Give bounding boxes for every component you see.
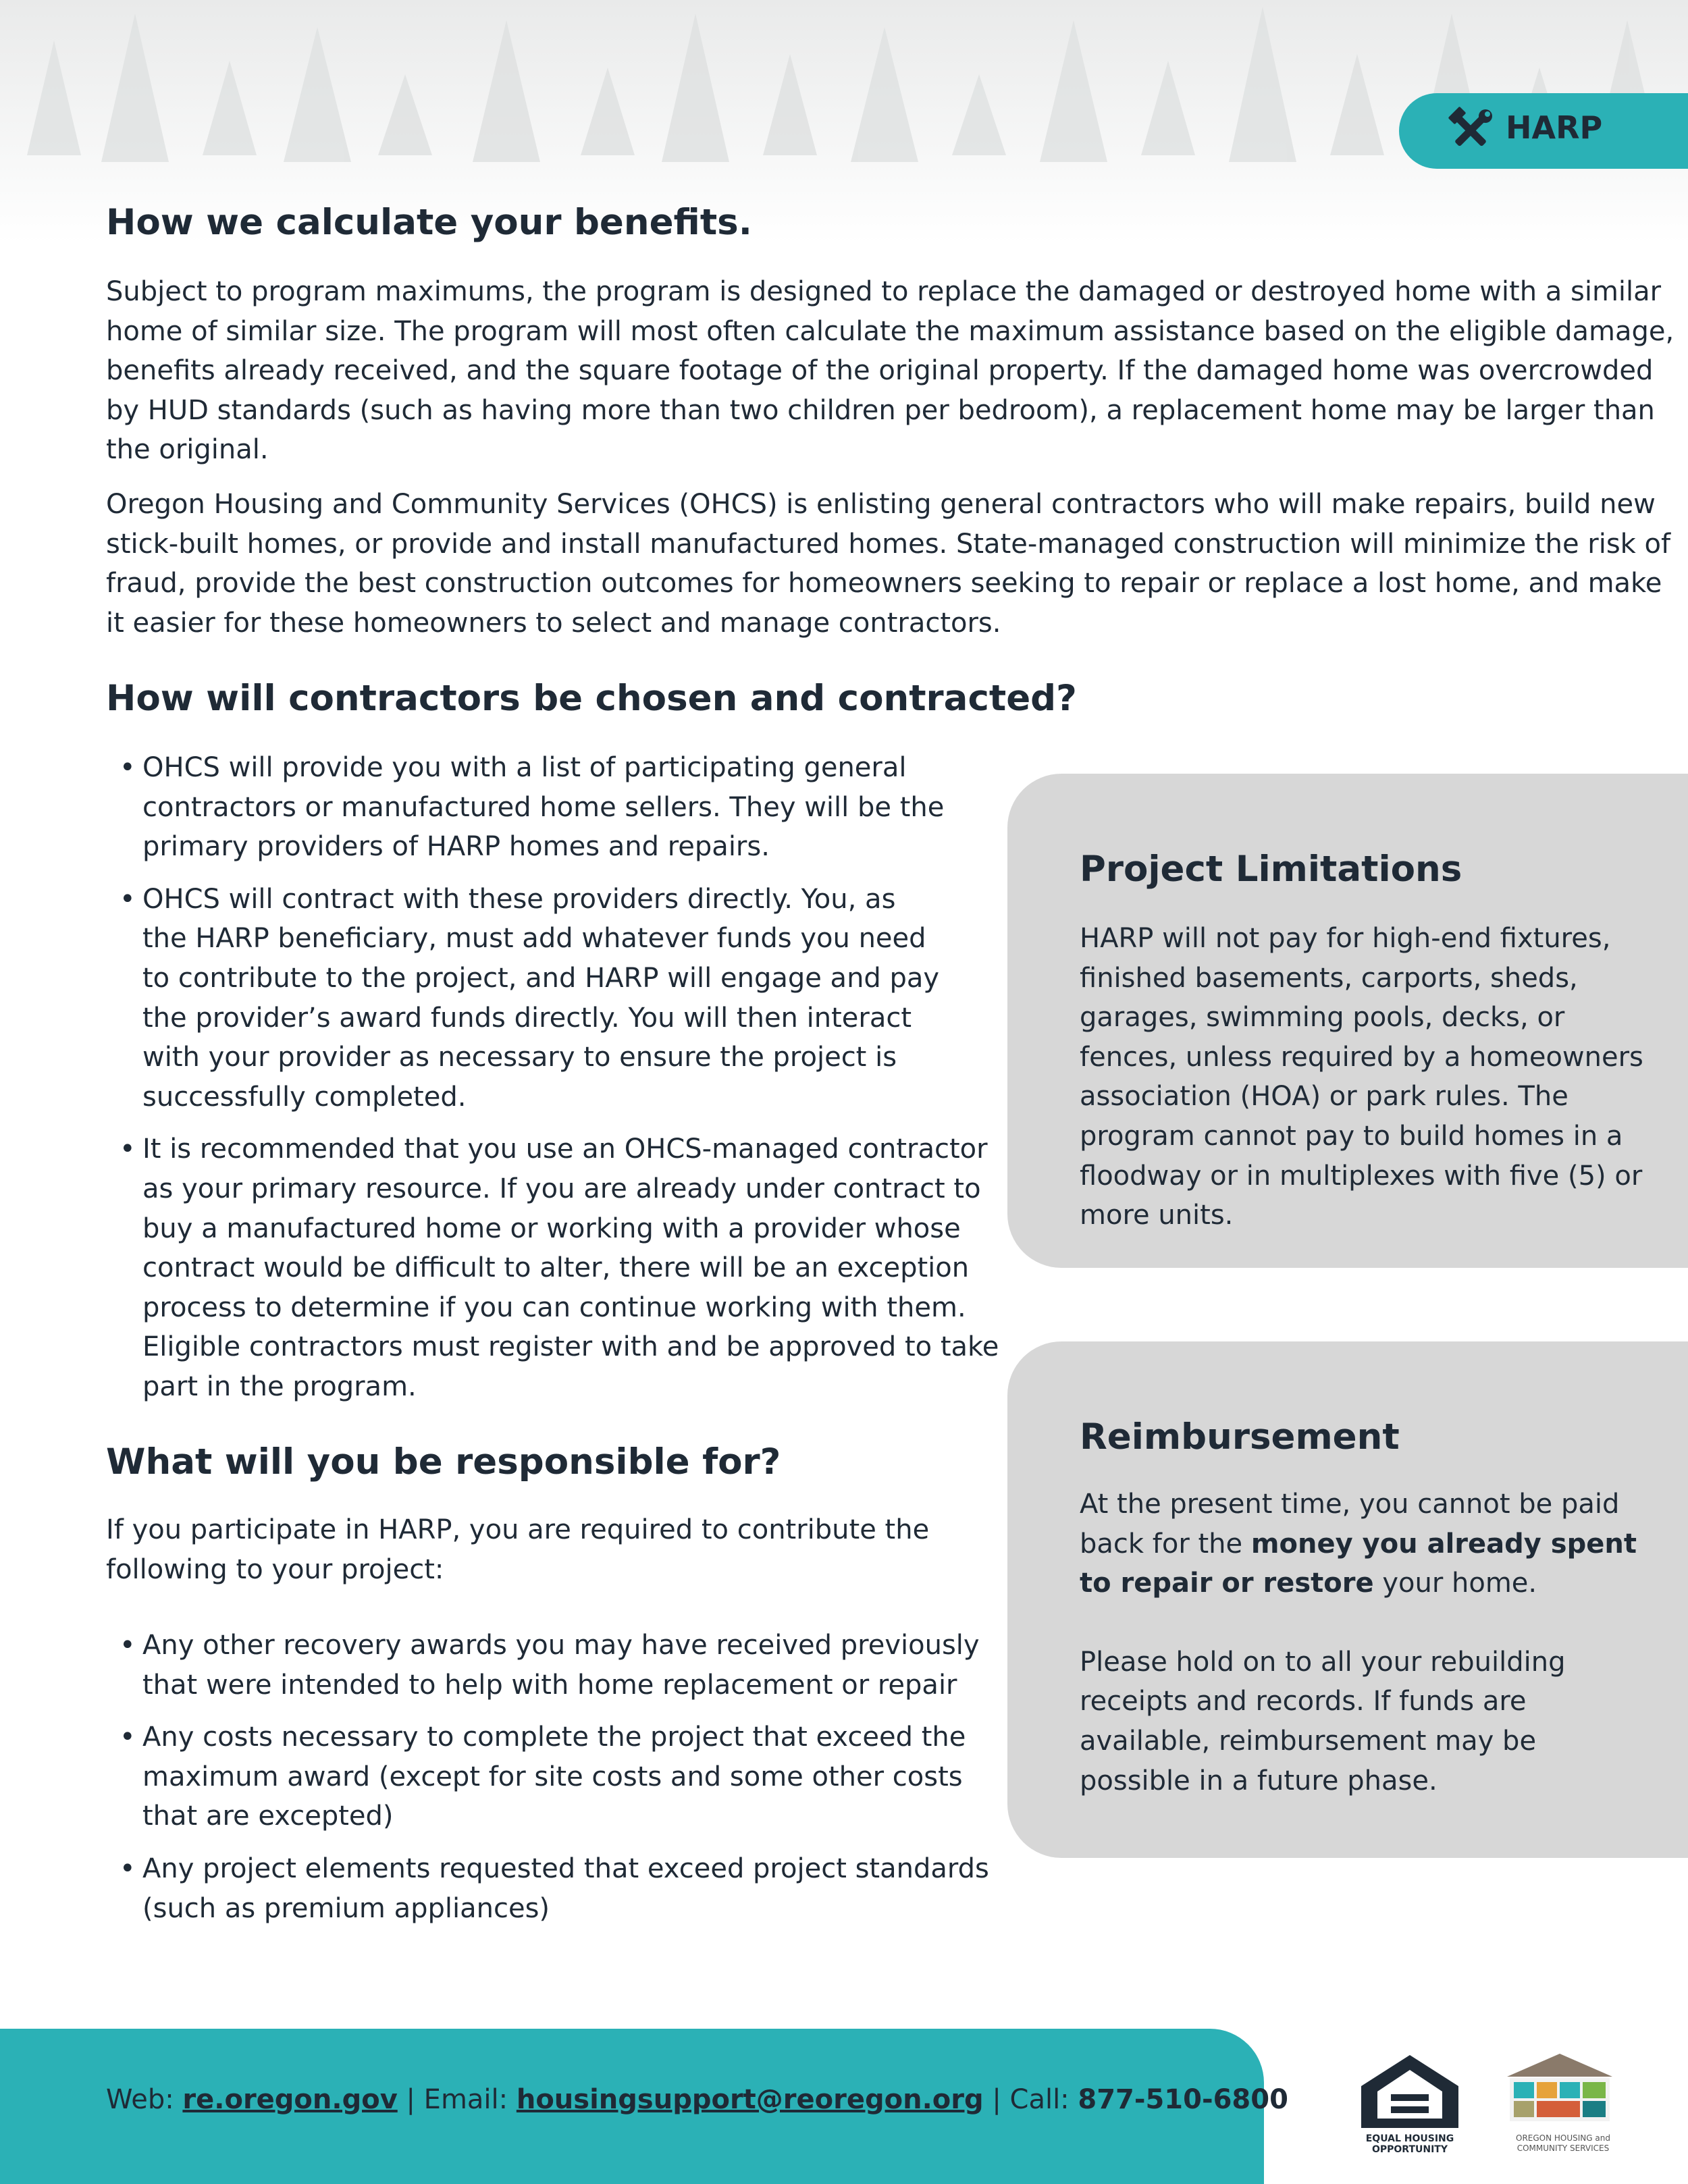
- list-item: • It is recommended that you use an OHCS-managed contractor as your primary resource. If you are already under contract to buy a manufactured home or working with a provider whose contract would be difficult to alter, there will be an exception process to determine if you can continue working with them. Eligible contractors must register with and be approved to take part in the program.: [120, 1134, 999, 1402]
- callout-body: HARP will not pay for high-end fixtures, finished basements, carports, sheds, garages, swimming pools, decks, or fences, unless required by a homeowners association (HOA) or park rules. The program cannot pay to build homes in a floodway or in multiplexes with five (5) or more units.: [1080, 923, 1643, 1231]
- ohcs-caption: OREGON HOUSING and COMMUNITY SERVICES: [1516, 2133, 1610, 2153]
- callout-body: At the present time, you cannot be paid back for the money you already spent to repair or restore your home. Please hold on to all your rebuilding receipts and records. If funds are available, reimbursement may be possible in a future phase.: [1080, 1489, 1637, 1796]
- heading-benefits: How we calculate your benefits.: [106, 202, 752, 243]
- heading-responsibilities: What will you be responsible for?: [106, 1441, 781, 1483]
- paragraph-benefits-1: Subject to program maximums, the program is designed to replace the damaged or destroyed home with a similar home of similar size. The program will most often calculate the maximum assistance based on the eligible damage, benefits already received, and the square footage of the original property. If the damaged home was overcrowded by HUD standards (such as having more than two children per bedroom), a replacement home may be larger than the original.: [106, 276, 1674, 466]
- harp-badge: [1399, 93, 1688, 169]
- email-link[interactable]: housingsupport@reoregon.org: [516, 2084, 984, 2115]
- paragraph-responsibilities-intro: If you participate in HARP, you are required to contribute the following to your project:: [106, 1514, 930, 1585]
- list-item: • Any project elements requested that exceed project standards (such as premium appliances): [120, 1853, 989, 1924]
- harp-badge-label: HARP: [1506, 109, 1603, 146]
- hammer-wrench-icon: [1446, 107, 1495, 155]
- responsibilities-list: [106, 1626, 997, 1928]
- ohcs-logo: [1506, 2052, 1614, 2123]
- web-link[interactable]: re.oregon.gov: [182, 2084, 398, 2115]
- heading-contractors: How will contractors be chosen and contracted?: [106, 678, 1077, 719]
- paragraph-benefits-2: Oregon Housing and Community Services (OHCS) is enlisting general contractors who will make repairs, build new stick-built homes, or provide and install manufactured homes. State-managed construction will minimize the risk of fraud, provide the best construction outcomes for homeowners seeking to repair or replace a lost home, and make it easier for these homeowners to select and manage contractors.: [106, 489, 1671, 639]
- list-item: • Any other recovery awards you may have received previously that were intended to help with home replacement or repair: [120, 1630, 980, 1701]
- callout-title: Project Limitations: [1080, 849, 1462, 890]
- contractors-list: [106, 748, 997, 1407]
- callout-title: Reimbursement: [1080, 1416, 1400, 1458]
- list-item: • OHCS will contract with these providers directly. You, as the HARP beneficiary, must add whatever funds you need to contribute to the project, and HARP will engage and pay the provider’s award funds directly. You will then interact with your provider as necessary to ensure the project is successfully completed.: [120, 883, 940, 1113]
- callout-reimbursement: [1007, 1341, 1688, 1858]
- callout-project-limitations: [1007, 774, 1688, 1268]
- eho-caption: EQUAL HOUSING OPPORTUNITY: [1365, 2133, 1454, 2155]
- list-item: • OHCS will provide you with a list of participating general contractors or manufactured home sellers. They will be the primary providers of HARP homes and repairs.: [120, 752, 945, 863]
- phone-number: 877-510-6800: [1078, 2084, 1288, 2115]
- footer-contact: Web: re.oregon.gov | Email: housingsupport@reoregon.org | Call: 877-510-6800: [106, 2084, 1288, 2115]
- list-item: • Any costs necessary to complete the project that exceed the maximum award (except for site costs and some other costs that are excepted): [120, 1722, 966, 1832]
- footer-bar: [0, 2029, 1288, 2184]
